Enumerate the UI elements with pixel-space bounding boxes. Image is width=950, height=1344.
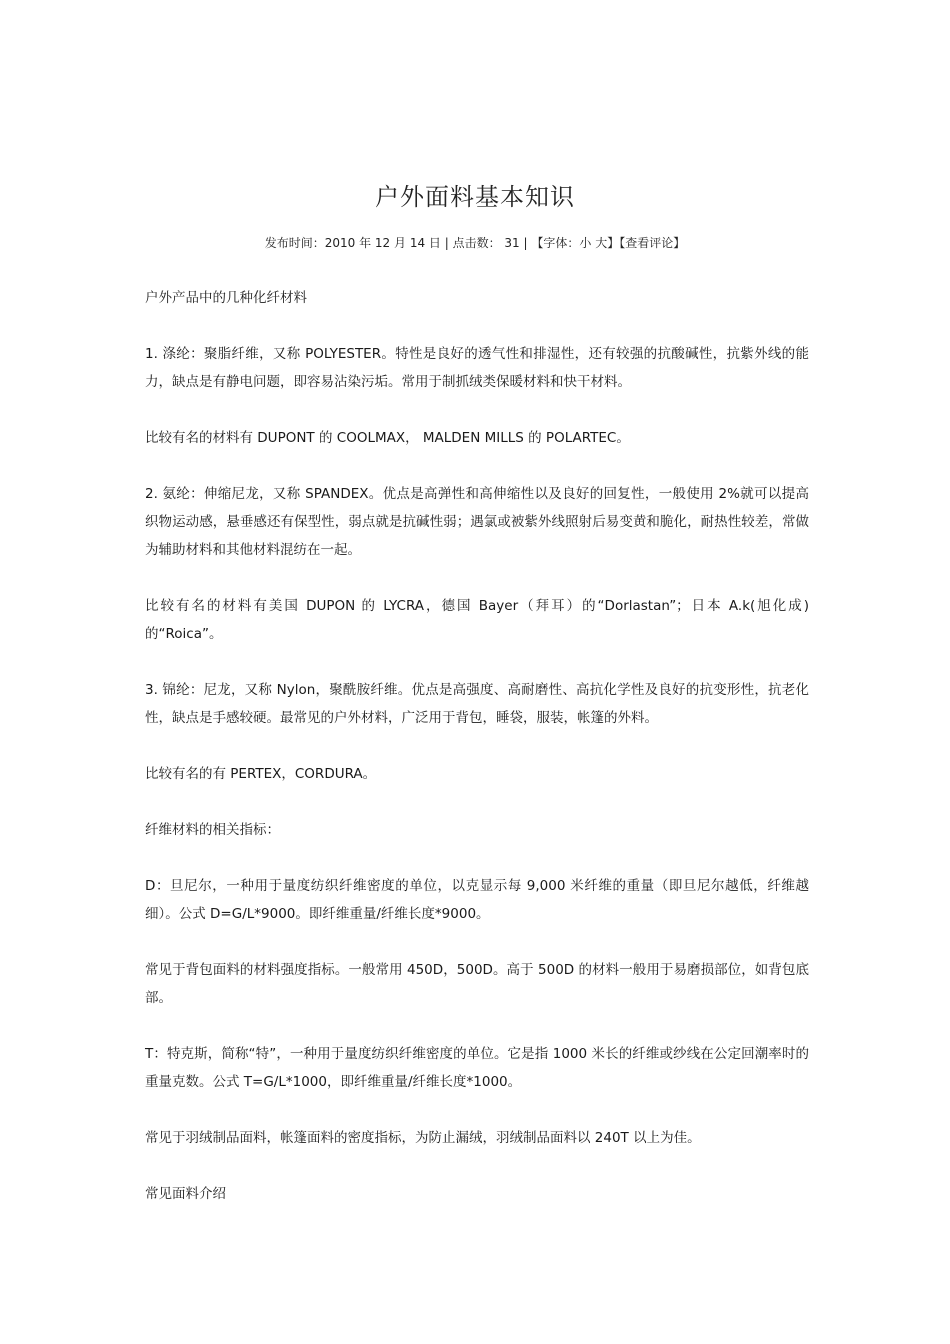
paragraph: T：特克斯，简称“特”，一种用于量度纺织纤维密度的单位。它是指 1000 米长的纤维或纱线在公定回潮率时的重量克数。公式 T=G/L*1000，即纤维重量/纤维长度*1000。 — [145, 1046, 809, 1090]
section-heading: 纤维材料的相关指标： — [145, 822, 280, 838]
paragraph: 常见于背包面料的材料强度指标。一般常用 450D，500D。高于 500D 的材料一般用于易磨损部位，如背包底部。 — [145, 962, 809, 1006]
paragraph: 比较有名的材料有美国 DUPON 的 LYCRA，德国 Bayer（拜耳）的“Dorlastan”；日本 A.k(旭化成)的“Roica”。 — [145, 598, 809, 642]
paragraph: 2. 氨纶：伸缩尼龙，又称 SPANDEX。优点是高弹性和高伸缩性以及良好的回复性，一般使用 2%就可以提高织物运动感，悬垂感还有保型性，弱点就是抗碱性弱；遇氯或被紫外线照射后易变黄和脆化，耐热性较差，常做为辅助材料和其他材料混纺在一起。 — [145, 486, 809, 558]
view-comments-link[interactable]: 【查看评论】 — [619, 236, 686, 250]
section-heading: 户外产品中的几种化纤材料 — [145, 290, 307, 306]
publish-date: 发布时间：2010 年 12 月 14 日 — [264, 236, 441, 250]
font-size-label: 【字体： — [531, 236, 580, 250]
article-body — [145, 284, 809, 1236]
paragraph: 比较有名的材料有 DUPONT 的 COOLMAX， MALDEN MILLS 的 POLARTEC。 — [145, 430, 630, 446]
font-large-link[interactable]: 大 — [595, 236, 608, 250]
meta-separator: | — [440, 236, 453, 250]
meta-separator: | — [519, 236, 532, 250]
paragraph: 3. 锦纶：尼龙，又称 Nylon，聚酰胺纤维。优点是高强度、高耐磨性、高抗化学性及良好的抗变形性，抗老化性，缺点是手感较硬。最常见的户外材料，广泛用于背包，睡袋，服装，帐篷的外料。 — [145, 682, 809, 726]
click-count: 点击数： 31 — [452, 236, 520, 250]
section-heading: 常见面料介绍 — [145, 1186, 226, 1202]
font-size-close: 】 — [607, 236, 620, 250]
paragraph: 常见于羽绒制品面料，帐篷面料的密度指标，为防止漏绒，羽绒制品面料以 240T 以上为佳。 — [145, 1130, 701, 1146]
paragraph: 1. 涤纶：聚脂纤维，又称 POLYESTER。特性是良好的透气性和排湿性，还有较强的抗酸碱性，抗紫外线的能力，缺点是有静电问题，即容易沾染污垢。常用于制抓绒类保暖材料和快干材料。 — [145, 346, 809, 390]
article-title: 户外面料基本知识 — [375, 183, 575, 211]
font-small-link[interactable]: 小 — [579, 236, 592, 250]
paragraph: D：旦尼尔，一种用于量度纺织纤维密度的单位，以克显示每 9,000 米纤维的重量（即旦尼尔越低，纤维越细）。公式 D=G/L*9000。即纤维重量/纤维长度*9000。 — [145, 878, 809, 922]
article-meta — [0, 234, 950, 252]
paragraph: 比较有名的有 PERTEX，CORDURA。 — [145, 766, 377, 782]
